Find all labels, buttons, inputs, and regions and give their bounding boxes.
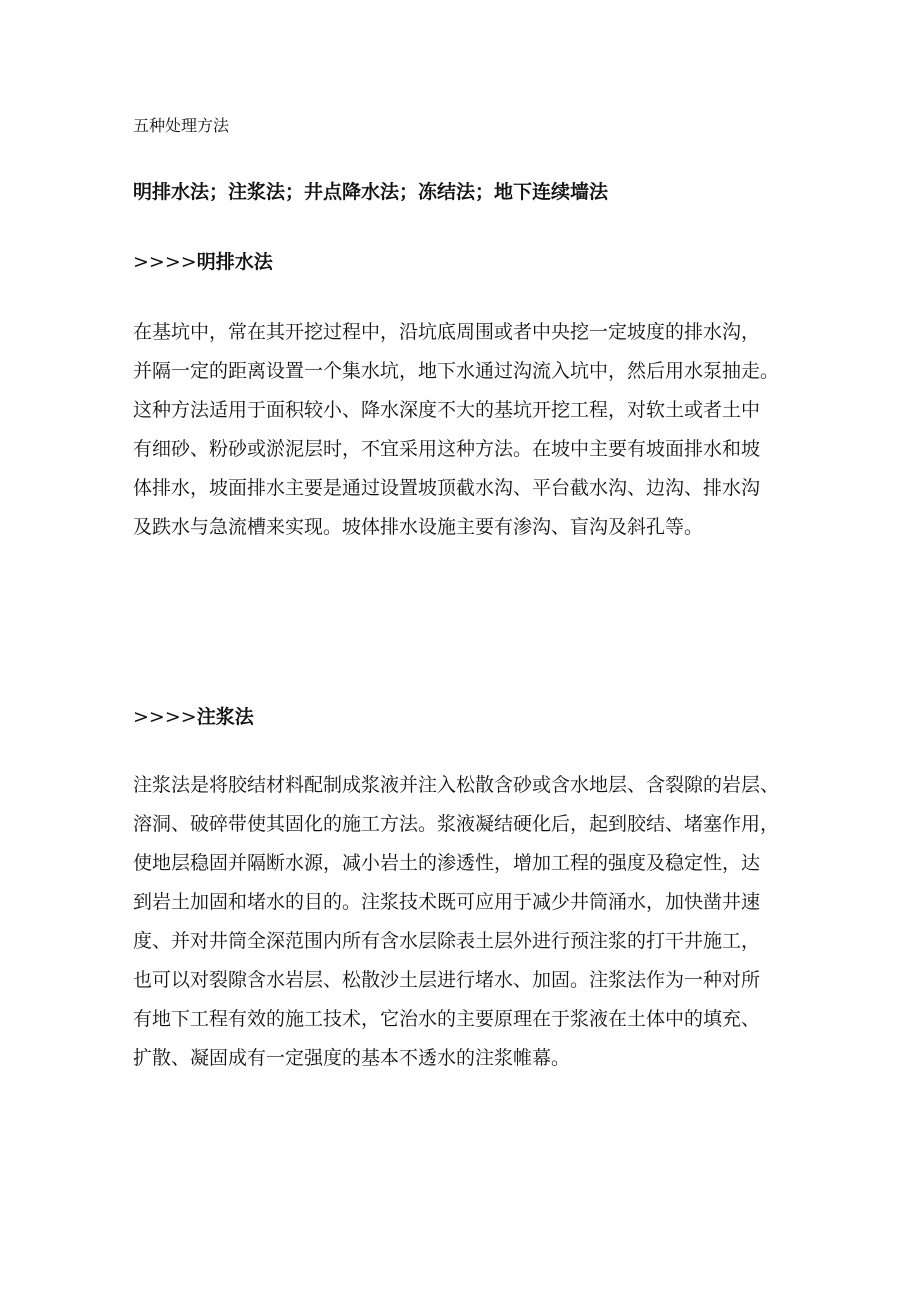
- section-title: 注浆法: [196, 706, 254, 728]
- paragraph-line: 这种方法适用于面积较小、降水深度不大的基坑开挖工程，对软土或者土中: [133, 399, 761, 421]
- paragraph-line: 溶洞、破碎带使其固化的施工方法。浆液凝结硬化后，起到胶结、堵塞作用，: [133, 813, 780, 835]
- paragraph-line: 体排水，坡面排水主要是通过设置坡顶截水沟、平台截水沟、边沟、排水沟: [133, 477, 761, 499]
- section-heading-open-drainage: [133, 248, 273, 276]
- paragraph-line: 注浆法是将胶结材料配制成浆液并注入松散含砂或含水地层、含裂隙的岩层、: [133, 774, 780, 796]
- methods-list: 明排水法；注浆法；井点降水法；冻结法；地下连续墙法: [133, 181, 609, 203]
- paragraph-line: 扩散、凝固成有一定强度的基本不透水的注浆帷幕。: [133, 1047, 571, 1069]
- paragraph-line: 有地下工程有效的施工技术，它治水的主要原理在于浆液在土体中的填充、: [133, 1008, 761, 1030]
- paragraph-line: 及跌水与急流槽来实现。坡体排水设施主要有渗沟、盲沟及斜孔等。: [133, 516, 704, 538]
- section-marker: >>>>: [133, 706, 197, 728]
- paragraph-line: 有细砂、粉砂或淤泥层时，不宜采用这种方法。在坡中主要有坡面排水和坡: [133, 438, 761, 460]
- intro-label: 五种处理方法: [133, 116, 230, 135]
- section-marker: >>>>: [133, 251, 197, 273]
- paragraph-line: 到岩土加固和堵水的目的。注浆技术既可应用于减少井筒涌水，加快凿井速: [133, 891, 761, 913]
- paragraph-line: 也可以对裂隙含水岩层、松散沙土层进行堵水、加固。注浆法作为一种对所: [133, 969, 761, 991]
- section-heading-grouting: [133, 703, 254, 731]
- paragraph-line: 并隔一定的距离设置一个集水坑，地下水通过沟流入坑中，然后用水泵抽走。: [133, 360, 780, 382]
- section-body-grouting: [133, 766, 813, 1078]
- paragraph-line: 度、并对井筒全深范围内所有含水层除表土层外进行预注浆的打干井施工，: [133, 930, 761, 952]
- paragraph-line: 使地层稳固并隔断水源，减小岩土的渗透性，增加工程的强度及稳定性，达: [133, 852, 761, 874]
- section-title: 明排水法: [196, 251, 273, 273]
- paragraph-line: 在基坑中，常在其开挖过程中，沿坑底周围或者中央挖一定坡度的排水沟，: [133, 321, 761, 343]
- section-body-open-drainage: [133, 313, 813, 547]
